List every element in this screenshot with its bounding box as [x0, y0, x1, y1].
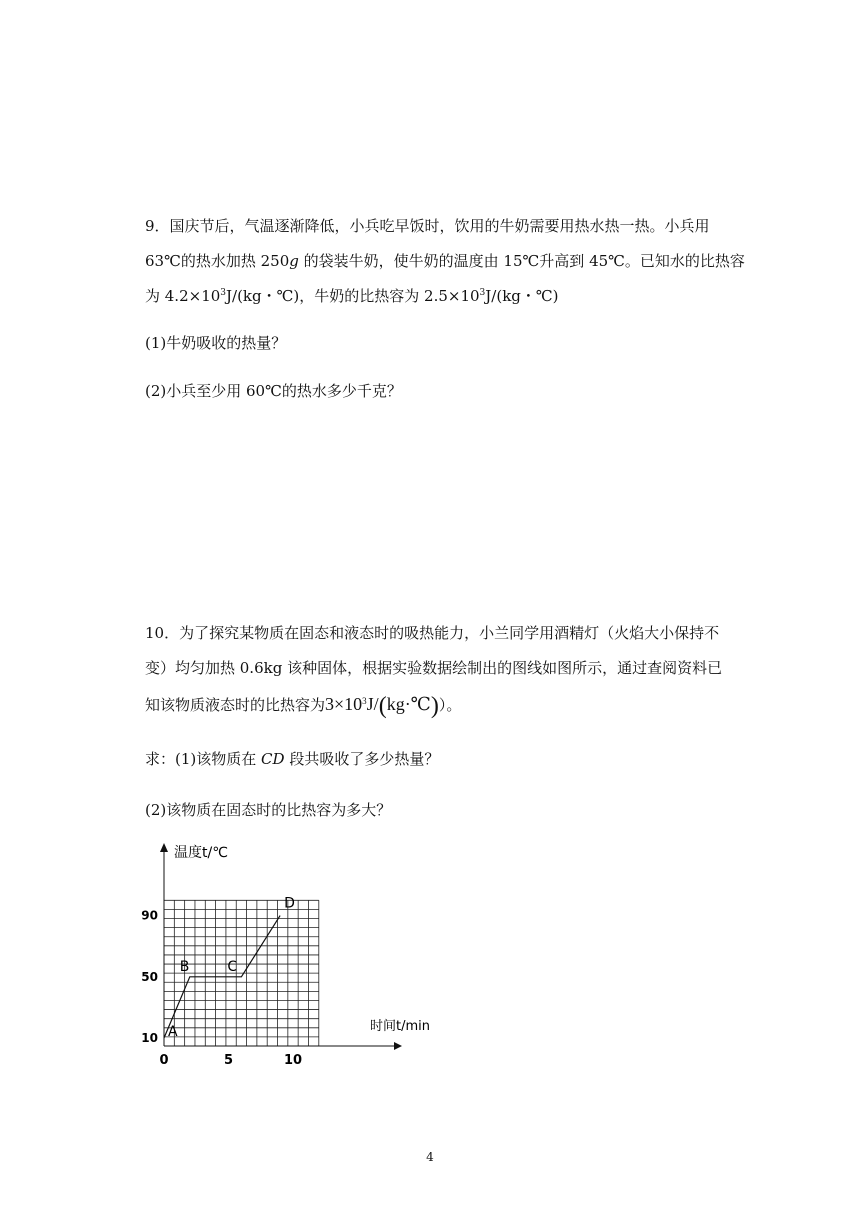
q10-subquestion-2: (2)该物质在固态时的比热容为多大？	[145, 801, 392, 819]
x-tick-label: 10	[283, 1053, 303, 1068]
q10-sub1-a: 求：(1)该物质在	[145, 750, 262, 768]
q10-line-3-b: ）。	[438, 696, 462, 714]
x-axis-arrow	[394, 1042, 402, 1050]
x-tick-label: 0	[159, 1053, 169, 1068]
formula-base: 3×10	[325, 694, 363, 714]
q9-line-2-a: 63℃的热水加热 250	[145, 252, 290, 270]
segment-cd-label: CD	[261, 750, 285, 768]
formula-exponent: 3	[362, 696, 367, 706]
q10-line-3-a: 知该物质液态时的比热容为	[145, 696, 326, 714]
formula-paren-close: )	[430, 693, 439, 719]
q9-unit-g: g	[289, 252, 299, 270]
temperature-time-chart	[130, 830, 430, 1070]
q9-exp-1: 3	[220, 288, 227, 298]
chart-tick-labels	[141, 909, 302, 1068]
y-tick-label: 50	[141, 969, 158, 984]
q9-line-2-b: 的袋装牛奶，使牛奶的温度由 15℃升高到 45℃。已知水的比热容	[298, 252, 745, 270]
specific-heat-formula	[325, 693, 439, 719]
series-line	[164, 916, 280, 1038]
formula-unit: J/	[366, 694, 379, 714]
q9-subquestion-1: (1)牛奶吸收的热量？	[145, 334, 287, 352]
y-axis-arrow	[160, 843, 168, 852]
q9-line-3-c: J/(kg・℃)	[485, 287, 559, 305]
y-axis-label: 温度t/℃	[174, 845, 228, 861]
y-tick-label: 90	[141, 908, 158, 923]
q10-line-3	[145, 691, 461, 719]
chart-series	[164, 916, 280, 1038]
page-number: 4	[426, 1150, 434, 1164]
q9-line-3-a: 为 4.2×10	[145, 287, 221, 305]
point-label: C	[227, 958, 238, 975]
x-tick-label: 5	[223, 1053, 234, 1068]
point-label: D	[284, 895, 295, 912]
q9-exp-2: 3	[479, 288, 486, 298]
formula-paren-open: (	[378, 693, 387, 719]
formula-inner: kg·℃	[386, 694, 431, 714]
q9-line-1: 9．国庆节后，气温逐渐降低，小兵吃早饭时，饮用的牛奶需要用热水热一热。小兵用	[145, 217, 710, 235]
point-label: B	[179, 958, 190, 975]
q10-line-1: 10．为了探究某物质在固态和液态时的吸热能力，小兰同学用酒精灯（火焰大小保持不	[145, 624, 720, 642]
q9-line-3	[145, 286, 559, 306]
q9-line-2	[145, 251, 745, 271]
q10-sub1-b: 段共吸收了多少热量？	[284, 750, 440, 768]
q10-subquestion-1	[145, 749, 439, 769]
y-tick-label: 10	[141, 1031, 158, 1045]
x-axis-label: 时间t/min	[370, 1019, 430, 1034]
point-label: A	[168, 1024, 178, 1040]
q9-subquestion-2: (2)小兵至少用 60℃的热水多少千克？	[145, 382, 402, 400]
q9-line-3-b: J/(kg・℃)，牛奶的比热容为 2.5×10	[226, 287, 480, 305]
q10-line-2: 变）均匀加热 0.6kg 该种固体，根据实验数据绘制出的图线如图所示，通过查阅资料已	[145, 659, 723, 677]
